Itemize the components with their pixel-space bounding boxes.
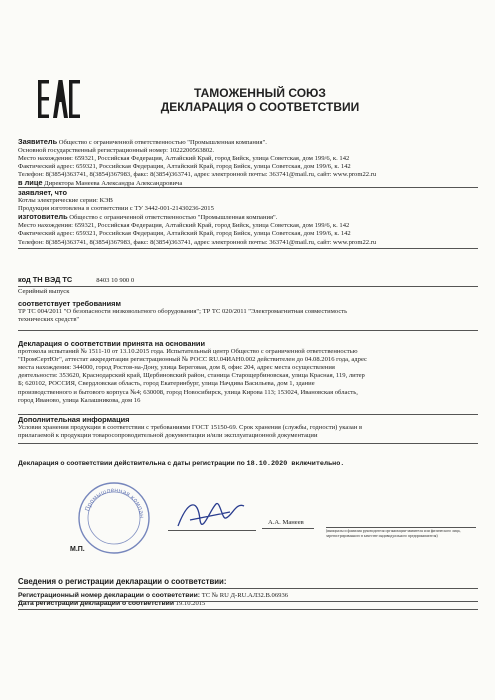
validity-section (18, 460, 478, 468)
applicant-section (18, 138, 478, 189)
validity-label: Декларация о соответствии действительна с даты регистрации по (18, 460, 245, 467)
person-name: Директора Манеева Александра Александровича (44, 180, 183, 188)
applicant-name: Общество с ограниченной ответственностью "Промышленная компания". (58, 139, 267, 146)
registration-number-label: Регистрационный номер декларации о соответствии: (18, 592, 201, 599)
manufacturer-address-actual: Фактический адрес: 659321, Российская Федерация, Алтайский Край, город Бийск, улица Советская, дом 199/6, к. 142 (18, 230, 351, 238)
manufacturer-address-location: Место нахождения: 659321, Российская Федерация, Алтайский Край, город Бийск, улица Советская, дом 199/6, к. 142 (18, 222, 350, 230)
stamp-seal (76, 480, 152, 556)
header-title: ДЕКЛАРАЦИЯ О СООТВЕТСТВИИ (160, 100, 360, 114)
manufacturer-label: изготовитель (18, 213, 68, 222)
product-tu: Продукция изготовлена в соответствии с ТУ 3442-001-21430236-2015 (18, 205, 214, 213)
basis-label: Декларация о соответствии принята на основании (18, 340, 205, 348)
basis-line: производственного и бытового корпуса №4; 630008, город Новосибирск, улица Кирова 113; 153024, Ивановская область, (18, 388, 358, 396)
tnved-code: 8403 10 900 0 (96, 277, 135, 284)
header-union: ТАМОЖЕННЫЙ СОЮЗ (194, 86, 326, 100)
requirements-label: соответствует требованиям (18, 300, 121, 308)
manufacturer-name: Общество с ограниченной ответственностью "Промышленная компания". (69, 214, 278, 222)
registration-date-label: Дата регистрации декларации о соответствии (18, 600, 175, 608)
manufacturer-contacts: Телефон: 8(3854)363741, 8(3854)367983, факс: 8(3854)363741, адрес электронной почты: 363741@mail.ru, сайт: www.prom22.ru (18, 238, 377, 246)
declares-label: заявляет, что (18, 189, 67, 197)
mp-label: М.П. (70, 546, 85, 553)
handwritten-signature (170, 490, 260, 540)
basis-line: Б; 620102, РОССИЯ, Свердловская область, город Екатеринбург, улица Начдива Васильева, дом 1, здание (18, 380, 315, 388)
requirements-line1: ТР ТС 004/2011 "О безопасности низковольтного оборудования"; ТР ТС 020/2011 "Электромагнитная совместимость (18, 308, 348, 316)
basis-line: места нахождения: 344000, город Ростов-на-Дону, улица Береговая, дом 8, офис 204, адрес места осуществления (18, 364, 335, 372)
series: Серийный выпуск (18, 288, 70, 296)
basis-line: город Иваново, улица Калашникова, дом 16 (18, 396, 141, 404)
document-header (110, 86, 410, 114)
person-label: в лице (18, 179, 43, 188)
additional-label: Дополнительная информация (18, 416, 130, 424)
validity-date: 18.10.2020 включительно. (246, 460, 345, 468)
product-name: Котлы электрические серии: КЭВ (18, 197, 113, 205)
registration-date: 19.10.2015 (175, 600, 206, 608)
signature-caption: (инициалы и фамилия руководителя организации-заявителя или физического лица, зарегистрированного в качестве индивидуального предпринимателя) (326, 529, 461, 538)
additional-line2: прилагаемой к продукции товаросопроводительной документации и/или эксплуатационной документации (18, 432, 318, 440)
signer-name: А.А. Манеев (268, 519, 304, 526)
applicant-address-location: Место нахождения: 659321, Российская Федерация, Алтайский Край, город Бийск, улица Советская, дом 199/6, к. 142 (18, 155, 350, 163)
declares-section (18, 189, 478, 247)
basis-line: деятельности: 353620, Краснодарский край, Щербиновский район, станица Старощербиновская, улица Красная, 119, литер (18, 372, 365, 380)
applicant-label: Заявитель (18, 138, 58, 146)
svg-text:Промышленная компания (76, 480, 145, 518)
additional-section (18, 416, 478, 440)
tnved-label: код ТН ВЭД ТС (18, 276, 73, 284)
basis-line: "ПромСертЮг", аттестат аккредитации регистрационный № РОСС RU.04ИАН0.002 действителен до 04.08.2016 года, адрес (18, 356, 367, 364)
basis-section (18, 340, 478, 405)
registration-title: Сведения о регистрации декларации о соответствии: (18, 578, 227, 586)
stamp-text: Промышленная компан (83, 486, 146, 519)
requirements-line2: технических средств" (18, 316, 80, 324)
requirements-section (18, 300, 478, 324)
basis-line: протокола испытаний № 1511-10 от 13.10.2015 года. Испытательный центр Общество с ограниченной ответственностью (18, 348, 358, 356)
registration-section (18, 578, 478, 586)
additional-line1: Условия хранения продукции в соответствии с требованиями ГОСТ 15150-69. Срок хранения (службы, годности) указан в (18, 424, 363, 432)
applicant-contacts: Телефон: 8(3854)363741, 8(3854)367983, факс: 8(3854)363741, адрес электронной почты: 363741@mail.ru, сайт: www.prom22.ru (18, 171, 377, 179)
applicant-ogrn: Основной государственный регистрационный номер: 1022200563802. (18, 147, 215, 155)
registration-number: ТС № RU Д-RU.АЛ32.В.06936 (201, 592, 289, 599)
eac-logo (38, 80, 80, 118)
applicant-address-actual: Фактический адрес: 659321, Российская Федерация, Алтайский Край, город Бийск, улица Советская, дом 199/6, к. 142 (18, 163, 351, 171)
